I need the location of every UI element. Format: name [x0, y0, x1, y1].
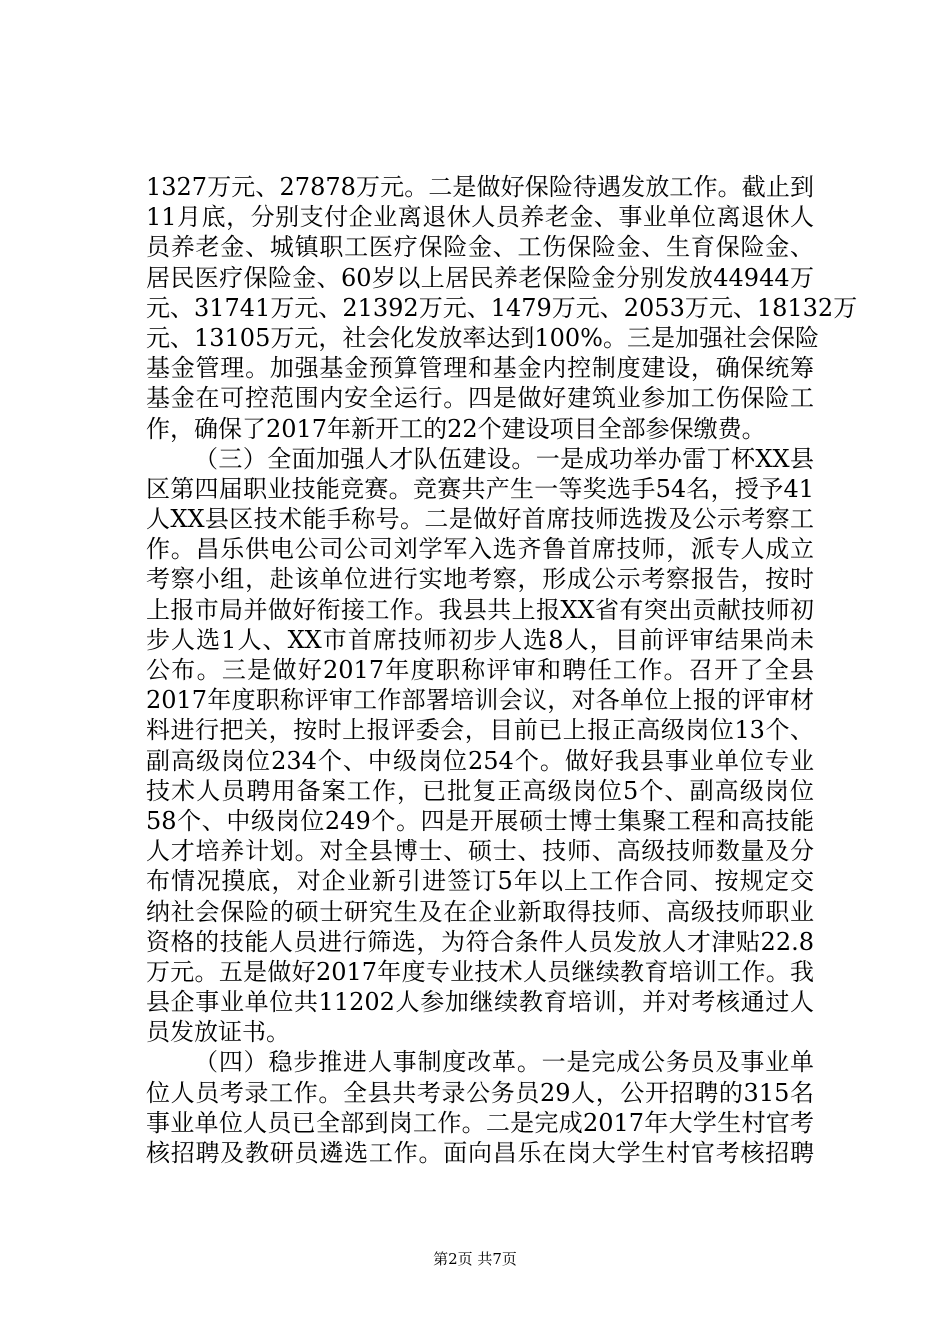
text-line: （四）稳步推进人事制度改革。一是完成公务员及事业单: [194, 1048, 814, 1077]
text-line: 基金在可控范围内安全运行。四是做好建筑业参加工伤保险工: [146, 384, 814, 413]
text-line: 11月底，分别支付企业离退休人员养老金、事业单位离退休人: [146, 203, 814, 232]
text-line: 1327万元、27878万元。二是做好保险待遇发放工作。截止到: [146, 173, 814, 201]
text-line: 上报市局并做好衔接工作。我县共上报XX省有突出贡献技师初: [146, 595, 814, 624]
text-line: 作。昌乐供电公司公司刘学军入选齐鲁首席技师，派专人成立: [146, 535, 814, 564]
text-line: 2017年度职称评审工作部署培训会议，对各单位上报的评审材: [146, 686, 814, 715]
text-line: 万元。五是做好2017年度专业技术人员继续教育培训工作。我: [146, 957, 814, 986]
text-line: 人XX县区技术能手称号。二是做好首席技师选拨及公示考察工: [146, 505, 814, 534]
text-line: 副高级岗位234个、中级岗位254个。做好我县事业单位专业: [146, 746, 814, 775]
text-line: 位人员考录工作。全县共考录公务员29人，公开招聘的315名: [146, 1078, 814, 1107]
text-line: 作，确保了2017年新开工的22个建设项目全部参保缴费。: [146, 414, 766, 443]
text-line: 核招聘及教研员遴选工作。面向昌乐在岗大学生村官考核招聘: [146, 1139, 814, 1167]
text-line: 员养老金、城镇职工医疗保险金、工伤保险金、生育保险金、: [146, 233, 814, 262]
page-footer: 第2页 共7页: [433, 1250, 517, 1268]
text-line: 资格的技能人员进行筛选，为符合条件人员发放人才津贴22.8: [146, 927, 814, 956]
text-line: 步人选1人、XX市首席技师初步人选8人，目前评审结果尚未: [146, 625, 814, 654]
text-line: 基金管理。加强基金预算管理和基金内控制度建设，确保统筹: [146, 354, 814, 383]
text-line: 料进行把关，按时上报评委会，目前已上报正高级岗位13个、: [146, 716, 814, 745]
text-line: 元、13105万元，社会化发放率达到100%。三是加强社会保险: [146, 323, 819, 352]
text-line: 县企事业单位共11202人参加继续教育培训，并对考核通过人: [146, 988, 814, 1017]
text-line: 元、31741万元、21392万元、1479万元、2053万元、18132万: [146, 293, 858, 322]
text-line: 58个、中级岗位249个。四是开展硕士博士集聚工程和高技能: [146, 806, 814, 835]
text-line: 居民医疗保险金、60岁以上居民养老保险金分别发放44944万: [146, 263, 814, 292]
text-line: 人才培养计划。对全县博士、硕士、技师、高级技师数量及分: [146, 837, 814, 866]
text-line: 技术人员聘用备案工作，已批复正高级岗位5个、副高级岗位: [146, 776, 814, 805]
text-line: 纳社会保险的硕士研究生及在企业新取得技师、高级技师职业: [146, 897, 814, 926]
text-line: 员发放证书。: [146, 1018, 290, 1047]
body-text: [146, 172, 858, 1168]
text-line: 布情况摸底，对企业新引进签订5年以上工作合同、按规定交: [146, 867, 814, 896]
text-line: 区第四届职业技能竞赛。竞赛共产生一等奖选手54名，授予41: [146, 474, 814, 503]
text-line: 考察小组，赴该单位进行实地考察，形成公示考察报告，按时: [146, 565, 814, 594]
text-line: 事业单位人员已全部到岗工作。二是完成2017年大学生村官考: [146, 1108, 814, 1137]
text-line: 公布。三是做好2017年度职称评审和聘任工作。召开了全县: [146, 656, 814, 684]
text-line: （三）全面加强人才队伍建设。一是成功举办雷丁杯XX县: [194, 444, 814, 473]
